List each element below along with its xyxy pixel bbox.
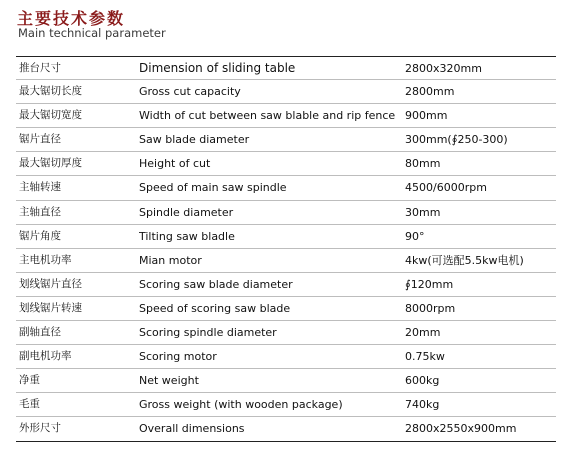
param-name-cn: 主轴转速 xyxy=(19,181,61,194)
page-title: 主要技术参数 xyxy=(17,9,126,28)
table-row xyxy=(16,249,556,273)
table-row xyxy=(16,152,556,176)
param-name-cn: 划线锯片转速 xyxy=(19,301,82,314)
param-value: 900mm xyxy=(405,109,448,123)
param-name-en: Scoring saw blade diameter xyxy=(139,277,293,291)
param-name-en: Net weight xyxy=(139,374,199,388)
param-name-en: Height of cut xyxy=(139,157,211,171)
param-value: 300mm(∮250-300) xyxy=(405,133,508,147)
param-name-en: Gross weight (with wooden package) xyxy=(139,398,343,412)
table-row xyxy=(16,297,556,321)
table-row xyxy=(16,393,556,417)
param-value: 2800mm xyxy=(405,85,455,99)
page-subtitle: Main technical parameter xyxy=(18,26,166,40)
param-value: 80mm xyxy=(405,157,441,171)
param-name-cn: 毛重 xyxy=(19,398,40,411)
param-name-en: Scoring spindle diameter xyxy=(139,326,277,340)
param-name-cn: 锯片直径 xyxy=(19,133,61,146)
table-row xyxy=(16,345,556,369)
param-name-cn: 副轴直径 xyxy=(19,326,61,339)
param-name-en: Dimension of sliding table xyxy=(139,61,296,75)
param-value: 8000rpm xyxy=(405,301,456,315)
param-name-cn: 推台尺寸 xyxy=(19,62,61,74)
param-value: 2800x320mm xyxy=(405,62,482,75)
table-row xyxy=(16,225,556,249)
param-value: ∮120mm xyxy=(405,277,454,291)
param-name-cn: 副电机功率 xyxy=(19,350,72,363)
param-name-cn: 外形尺寸 xyxy=(19,422,61,435)
param-value: 600kg xyxy=(405,374,440,388)
table-row xyxy=(16,369,556,393)
param-name-en: Tilting saw bladle xyxy=(139,229,235,243)
param-name-en: Gross cut capacity xyxy=(139,85,241,99)
param-name-en: Mian motor xyxy=(139,253,202,267)
table-row xyxy=(16,80,556,104)
param-name-en: Saw blade diameter xyxy=(139,133,250,147)
table-row xyxy=(16,417,556,441)
param-value: 0.75kw xyxy=(405,350,445,364)
parameter-table xyxy=(16,56,556,442)
param-value: 30mm xyxy=(405,205,441,219)
param-value: 90° xyxy=(405,229,425,243)
param-name-cn: 主电机功率 xyxy=(19,253,72,266)
table-row xyxy=(16,321,556,345)
param-value: 4kw(可选配5.5kw电机) xyxy=(405,253,524,267)
param-value: 740kg xyxy=(405,398,440,412)
param-value: 4500/6000rpm xyxy=(405,181,487,195)
table-row xyxy=(16,128,556,152)
table-row xyxy=(16,273,556,297)
param-name-en: Scoring motor xyxy=(139,350,217,364)
table-row xyxy=(16,201,556,225)
param-value: 20mm xyxy=(405,326,441,340)
param-name-en: Overall dimensions xyxy=(139,422,245,436)
param-name-en: Spindle diameter xyxy=(139,205,234,219)
param-name-en: Speed of scoring saw blade xyxy=(139,301,291,315)
param-name-cn: 最大锯切长度 xyxy=(19,85,82,98)
param-name-cn: 主轴直径 xyxy=(19,205,61,218)
param-value: 2800x2550x900mm xyxy=(405,422,517,436)
table-row xyxy=(16,104,556,128)
param-name-en: Speed of main saw spindle xyxy=(139,181,287,195)
param-name-en: Width of cut between saw blable and rip fence xyxy=(139,109,396,123)
table-row xyxy=(16,176,556,200)
param-name-cn: 锯片角度 xyxy=(19,229,61,242)
table-row xyxy=(16,56,556,80)
param-name-cn: 净重 xyxy=(19,374,40,387)
param-name-cn: 最大锯切厚度 xyxy=(19,157,82,170)
param-name-cn: 划线锯片直径 xyxy=(19,277,82,290)
param-name-cn: 最大锯切宽度 xyxy=(19,109,82,122)
